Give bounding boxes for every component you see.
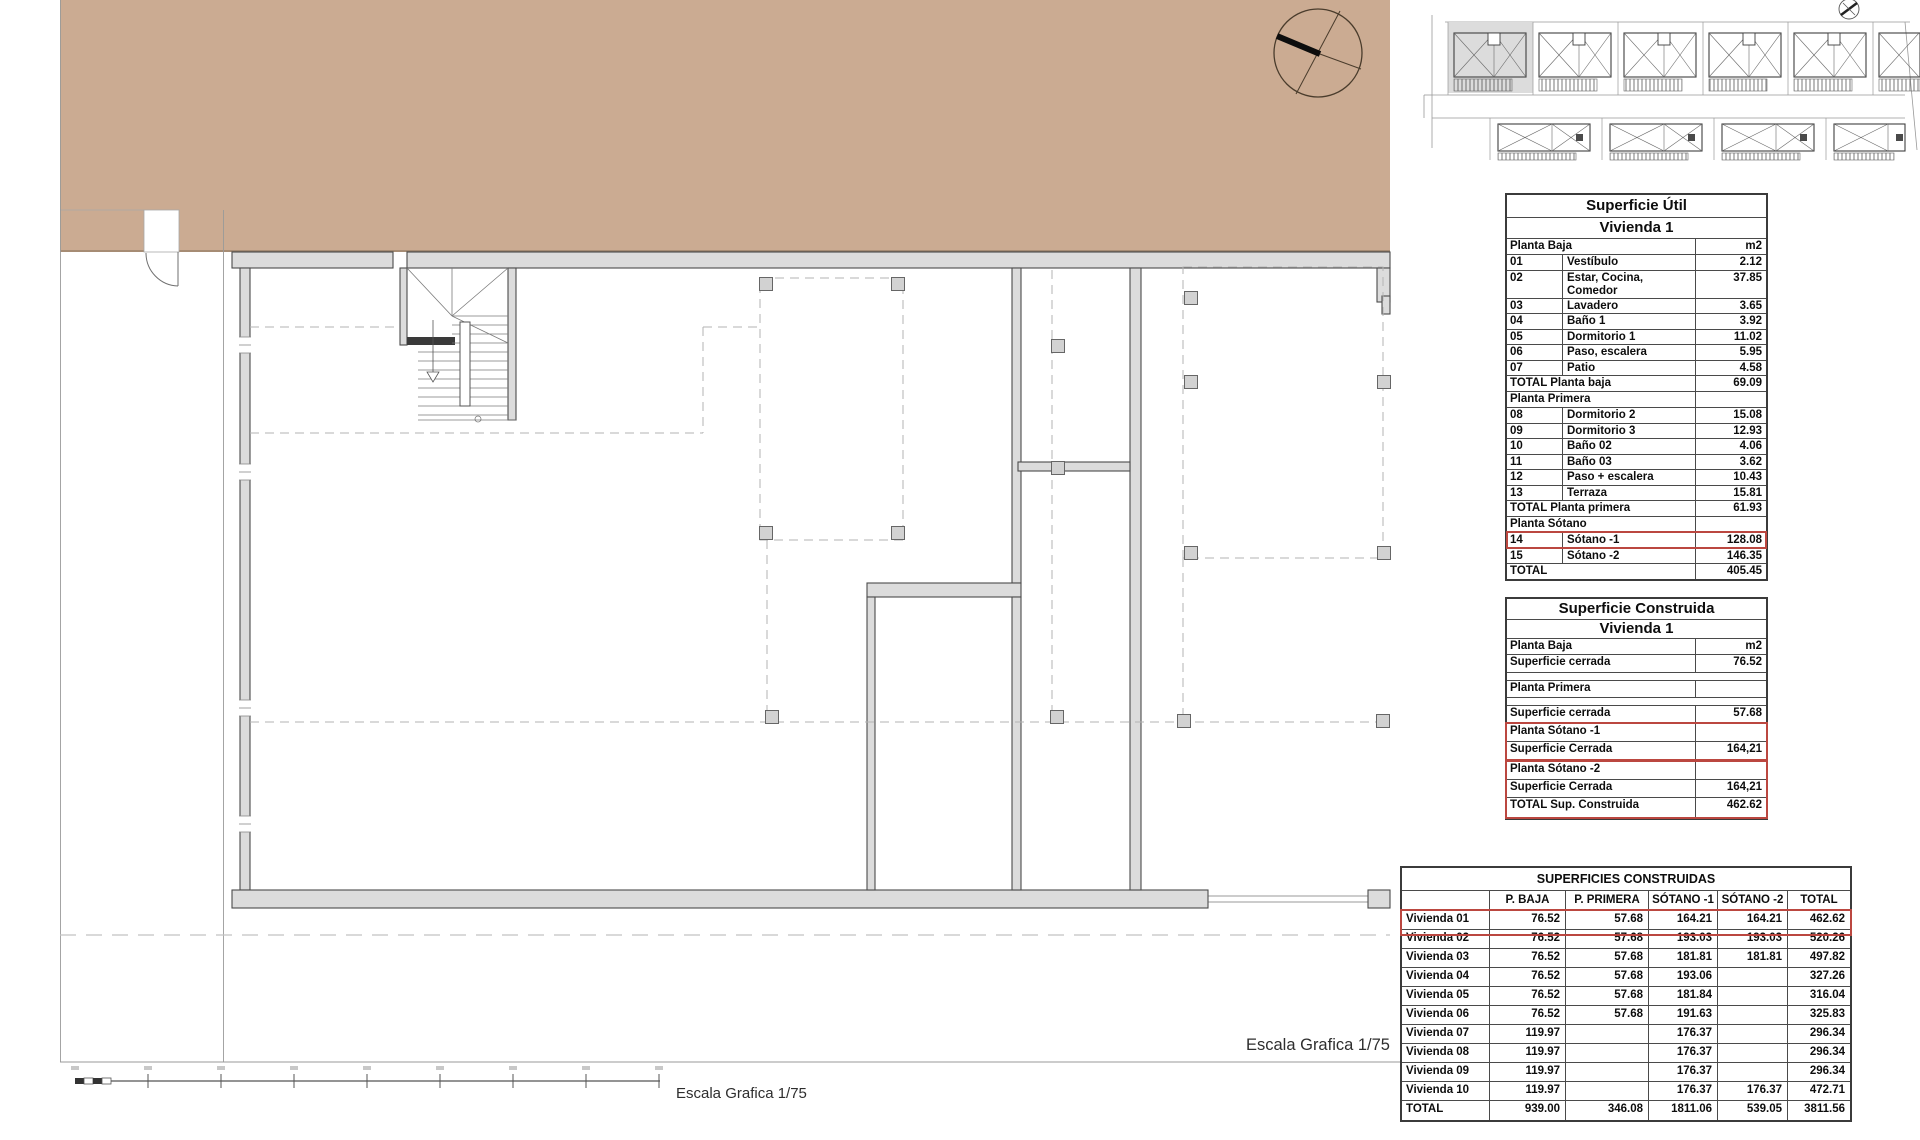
table-cell: Planta Sótano -2 [1510, 763, 1601, 775]
table-cell: 02 [1507, 271, 1563, 298]
table-row [1507, 344, 1766, 360]
table-cell: 346.08 [1565, 1101, 1648, 1120]
table-row [1507, 500, 1766, 516]
table-cell: 05 [1507, 330, 1563, 345]
table-cell: 10 [1507, 439, 1563, 454]
table-row [1507, 697, 1766, 705]
door-swing [146, 252, 178, 286]
table-cell: TOTAL [1510, 565, 1548, 578]
table-cell [1695, 724, 1766, 741]
table-row [1507, 680, 1766, 697]
table-row [1402, 890, 1850, 910]
table-row [1402, 1005, 1850, 1024]
table-cell: Vivienda 10 [1406, 1084, 1470, 1096]
table-row [1507, 779, 1766, 797]
terrain-area [60, 0, 1390, 252]
scale-label-right: Escala Grafica 1/75 [1246, 1036, 1390, 1054]
table-cell: TOTAL [1406, 1103, 1444, 1115]
table-row [1507, 217, 1766, 238]
table-cell: 11 [1507, 455, 1563, 470]
table-row [1402, 868, 1850, 890]
table-cell [1717, 1006, 1787, 1024]
table-row [1507, 375, 1766, 391]
table-cell: 296.34 [1787, 1044, 1850, 1062]
scale-label-bottom: Escala Grafica 1/75 [676, 1085, 807, 1102]
table-cell: 15.81 [1695, 486, 1766, 501]
table-row [1507, 454, 1766, 470]
table-row [1402, 1062, 1850, 1081]
table-cell: 06 [1507, 345, 1563, 360]
table-cell [1717, 1063, 1787, 1081]
table-cell: 11.02 [1695, 330, 1766, 345]
table-cell: 13 [1507, 486, 1563, 501]
table-row [1507, 762, 1766, 779]
table-cell: 119.97 [1489, 1063, 1565, 1081]
table-cell: Patio [1567, 361, 1596, 374]
highlight-box [1505, 760, 1768, 819]
table-cell: 09 [1507, 424, 1563, 439]
table-row [1402, 929, 1850, 948]
table-row [1507, 599, 1766, 619]
table-cell: Vivienda 1 [1599, 620, 1674, 638]
table-row [1507, 438, 1766, 454]
table-cell: Vivienda 1 [1599, 219, 1674, 237]
table-row [1507, 532, 1766, 548]
table-cell: 164.21 [1717, 911, 1787, 929]
table-cell: 07 [1507, 361, 1563, 376]
table-row [1507, 619, 1766, 638]
table-row [1507, 797, 1766, 817]
table-cell: 4.58 [1695, 361, 1766, 376]
table-cell: SÓTANO -1 [1648, 891, 1717, 910]
table-cell [1695, 517, 1766, 532]
table-cell: Vivienda 01 [1406, 913, 1470, 925]
table-cell [1695, 681, 1766, 697]
table-cell: Baño 02 [1567, 440, 1612, 453]
table-row [1507, 563, 1766, 579]
table-row [1507, 270, 1766, 298]
table-cell: Vivienda 06 [1406, 1008, 1470, 1020]
table-cell: 191.63 [1648, 1006, 1717, 1024]
table-cell: Superficie cerrada [1510, 656, 1611, 668]
table-cell: Vivienda 05 [1406, 989, 1470, 1001]
table-cell: Planta Sótano -1 [1510, 725, 1601, 737]
table-cell: Dormitorio 2 [1567, 409, 1636, 422]
table-cell: 57.68 [1565, 1006, 1648, 1024]
table-row [1402, 948, 1850, 967]
table-cell: Sótano -1 [1567, 534, 1620, 547]
table-cell: 76.52 [1489, 911, 1565, 929]
table-cell: 08 [1507, 408, 1563, 423]
table-row [1402, 1043, 1850, 1062]
table-cell: Planta Primera [1510, 682, 1591, 694]
table-cell: 03 [1507, 299, 1563, 314]
table-cell [1565, 1025, 1648, 1043]
table-row [1507, 238, 1766, 254]
table-cell: Dormitorio 1 [1567, 330, 1636, 343]
table-cell: Baño 1 [1567, 315, 1606, 328]
table-cell: 497.82 [1787, 949, 1850, 967]
table-cell: 3811.56 [1787, 1101, 1850, 1120]
table-cell: 4.06 [1695, 439, 1766, 454]
table-cell: SÓTANO -2 [1717, 891, 1787, 910]
table-cell: Paso, escalera [1567, 346, 1647, 359]
table-cell [1717, 968, 1787, 986]
table-row [1402, 1024, 1850, 1043]
table-cell: 57.68 [1565, 911, 1648, 929]
table-cell: 164.21 [1648, 911, 1717, 929]
mini-north-arrow-icon [1839, 0, 1859, 19]
table-cell: 12.93 [1695, 424, 1766, 439]
table-cell: Superficie Construida [1558, 600, 1715, 618]
table-cell: 193.03 [1717, 930, 1787, 948]
table-cell: 939.00 [1489, 1101, 1565, 1120]
table-row [1507, 195, 1766, 217]
table-cell: Vivienda 08 [1406, 1046, 1470, 1058]
table-cell: Paso + escalera [1567, 471, 1654, 484]
table-cell: 119.97 [1489, 1044, 1565, 1062]
table-cell: Planta Baja [1510, 640, 1572, 652]
table-cell: 76.52 [1489, 987, 1565, 1005]
table-row [1507, 391, 1766, 407]
table-cell: 316.04 [1787, 987, 1850, 1005]
table-row [1402, 1081, 1850, 1100]
superficie-util-table [1505, 193, 1768, 581]
table-row [1507, 360, 1766, 376]
table-row [1507, 298, 1766, 314]
table-cell: P. PRIMERA [1565, 891, 1648, 910]
table-cell: 14 [1507, 533, 1563, 548]
table-cell: 1811.06 [1648, 1101, 1717, 1120]
table-row [1507, 485, 1766, 501]
table-cell: 69.09 [1695, 376, 1766, 391]
table-cell: 15.08 [1695, 408, 1766, 423]
table-cell: 176.37 [1648, 1025, 1717, 1043]
floor-plan-walls [232, 252, 1390, 908]
table-cell: 296.34 [1787, 1063, 1850, 1081]
table-cell: 193.03 [1648, 930, 1717, 948]
table-cell: 164,21 [1695, 780, 1766, 797]
table-cell: 5.95 [1695, 345, 1766, 360]
table-cell: 76.52 [1489, 930, 1565, 948]
table-cell: Superficie Cerrada [1510, 743, 1613, 755]
table-cell: 181.81 [1717, 949, 1787, 967]
table-cell: 04 [1507, 314, 1563, 329]
table-cell: 296.34 [1787, 1025, 1850, 1043]
table-cell: 176.37 [1648, 1044, 1717, 1062]
table-cell: Superficie Cerrada [1510, 781, 1613, 793]
table-cell: Vivienda 09 [1406, 1065, 1470, 1077]
table-cell: 539.05 [1717, 1101, 1787, 1120]
table-cell: Vivienda 03 [1406, 951, 1470, 963]
table-cell: 164,21 [1695, 742, 1766, 759]
table-row [1507, 741, 1766, 759]
table-cell [1565, 1082, 1648, 1100]
table-cell: 01 [1507, 255, 1563, 270]
graphic-scale-bar [71, 1066, 663, 1088]
table-cell: 10.43 [1695, 470, 1766, 485]
site-plan-thumbnail [1424, 0, 1920, 160]
table-cell: Sótano -2 [1567, 549, 1620, 562]
table-cell: 176.37 [1717, 1082, 1787, 1100]
highlight-box [1505, 722, 1768, 761]
table-cell: 3.62 [1695, 455, 1766, 470]
table-cell: 405.45 [1695, 564, 1766, 579]
table-cell [1717, 1025, 1787, 1043]
table-cell: 61.93 [1695, 501, 1766, 516]
table-cell: 520.26 [1787, 930, 1850, 948]
table-cell: 2.12 [1695, 255, 1766, 270]
table-cell: SUPERFICIES CONSTRUIDAS [1536, 871, 1716, 886]
table-cell: 15 [1507, 549, 1563, 564]
table-cell: 57.68 [1565, 930, 1648, 948]
table-cell: 472.71 [1787, 1082, 1850, 1100]
table-row [1507, 654, 1766, 672]
table-cell: 37.85 [1695, 271, 1766, 298]
table-cell: 462.62 [1787, 911, 1850, 929]
table-cell: 128.08 [1695, 533, 1766, 548]
table-cell: TOTAL Sup. Construida [1510, 799, 1640, 811]
table-cell [1565, 1063, 1648, 1081]
superficie-construida-table [1505, 597, 1768, 820]
table-cell: Terraza [1567, 486, 1608, 499]
table-cell [1695, 392, 1766, 407]
upper-floor-projection-lines [250, 267, 1383, 722]
table-cell: 57.68 [1565, 949, 1648, 967]
stair-landing-wall [407, 337, 455, 345]
table-row [1402, 986, 1850, 1005]
table-cell: Dormitorio 3 [1567, 424, 1636, 437]
table-cell [1402, 891, 1489, 910]
table-cell: 119.97 [1489, 1025, 1565, 1043]
table-cell: Planta Sótano [1510, 518, 1587, 531]
table-cell: 462.62 [1695, 798, 1766, 817]
table-cell: 193.06 [1648, 968, 1717, 986]
table-cell: 176.37 [1648, 1082, 1717, 1100]
table-cell [1565, 1044, 1648, 1062]
table-cell: P. BAJA [1489, 891, 1565, 910]
table-cell: Estar, Cocina, Comedor [1567, 271, 1644, 297]
table-row [1507, 407, 1766, 423]
table-row [1402, 1100, 1850, 1120]
table-cell: Vivienda 07 [1406, 1027, 1470, 1039]
table-cell: 57.68 [1565, 987, 1648, 1005]
table-cell: 76.52 [1489, 949, 1565, 967]
table-row [1507, 254, 1766, 270]
table-cell [1717, 987, 1787, 1005]
table-cell: TOTAL [1787, 891, 1850, 910]
table-row [1507, 724, 1766, 741]
table-cell: Planta Primera [1510, 393, 1591, 406]
table-cell: 181.81 [1648, 949, 1717, 967]
table-cell: 176.37 [1648, 1063, 1717, 1081]
table-cell: Vivienda 04 [1406, 970, 1470, 982]
table-cell: 325.83 [1787, 1006, 1850, 1024]
table-row [1507, 548, 1766, 564]
table-row [1507, 705, 1766, 723]
table-row [1507, 329, 1766, 345]
table-row [1507, 516, 1766, 532]
table-cell: Vestíbulo [1567, 256, 1619, 268]
superficies-construidas-table [1400, 866, 1852, 1122]
table-cell: 3.92 [1695, 314, 1766, 329]
table-row [1507, 672, 1766, 680]
table-row [1507, 638, 1766, 654]
table-cell: 76.52 [1695, 655, 1766, 672]
table-cell: Baño 03 [1567, 455, 1612, 468]
structural-columns [760, 278, 1391, 728]
table-cell: 57.68 [1695, 706, 1766, 723]
table-cell: Lavadero [1567, 299, 1619, 312]
table-cell: 3.65 [1695, 299, 1766, 314]
table-row [1507, 469, 1766, 485]
table-cell [1695, 762, 1766, 779]
table-cell: 76.52 [1489, 968, 1565, 986]
table-cell: TOTAL Planta primera [1510, 502, 1631, 515]
table-cell: m2 [1695, 239, 1766, 254]
table-cell: TOTAL Planta baja [1510, 377, 1611, 390]
table-cell: 12 [1507, 470, 1563, 485]
table-cell: 181.84 [1648, 987, 1717, 1005]
table-row [1507, 423, 1766, 439]
table-cell: Superficie Útil [1586, 197, 1687, 215]
table-cell: 327.26 [1787, 968, 1850, 986]
table-cell: 146.35 [1695, 549, 1766, 564]
table-row [1402, 967, 1850, 986]
table-cell: Vivienda 02 [1406, 932, 1470, 944]
table-row [1507, 313, 1766, 329]
table-cell: Planta Baja [1510, 240, 1572, 252]
table-row [1402, 910, 1850, 929]
table-cell: 76.52 [1489, 1006, 1565, 1024]
table-cell [1717, 1044, 1787, 1062]
table-cell: 119.97 [1489, 1082, 1565, 1100]
table-cell: 57.68 [1565, 968, 1648, 986]
table-cell: m2 [1695, 639, 1766, 654]
table-cell: Superficie cerrada [1510, 707, 1611, 719]
